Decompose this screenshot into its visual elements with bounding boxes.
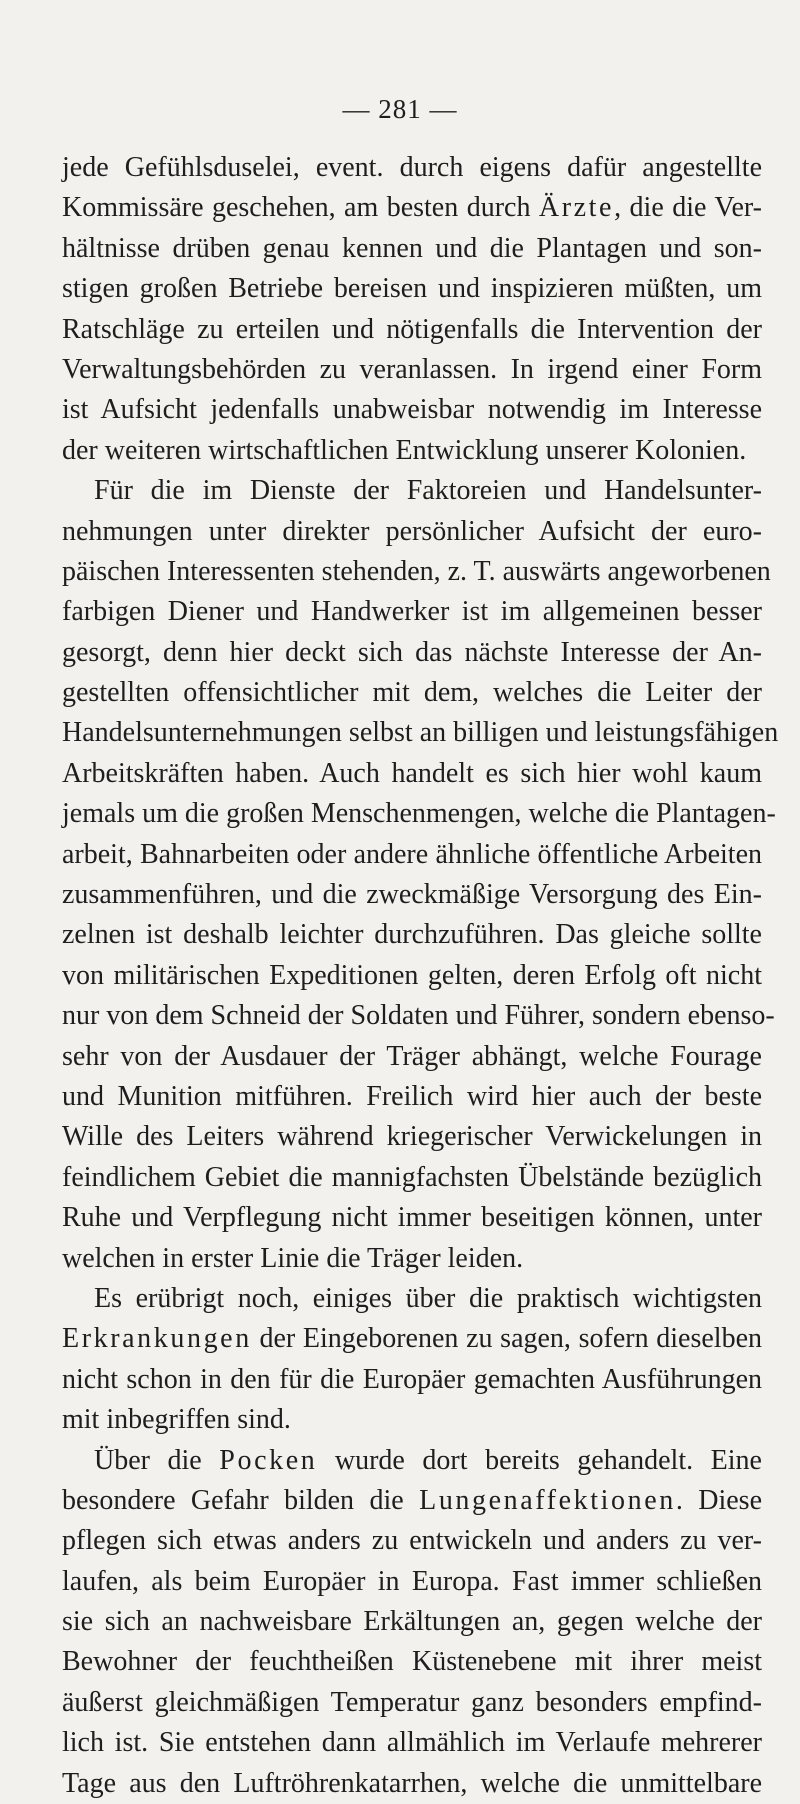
text-line: äußerst gleichmäßigen Temperatur ganz besonders empfind- — [62, 1686, 762, 1718]
text-line: gesorgt, denn hier deckt sich das nächste Interesse der An- — [62, 636, 762, 668]
text-line: lich ist. Sie entstehen dann allmählich im Verlaufe mehrerer — [62, 1727, 762, 1759]
page-number: — 281 — — [342, 94, 458, 124]
text-line: feindlichem Gebiet die mannigfachsten Übelstände bezüglich — [62, 1161, 762, 1193]
text-line: Es erübrigt noch, einiges über die praktisch wichtigsten — [94, 1282, 762, 1314]
text-line: Arbeitskräften haben. Auch handelt es sich hier wohl kaum — [62, 757, 762, 789]
text-line: laufen, als beim Europäer in Europa. Fast immer schließen — [62, 1565, 762, 1597]
text-line: sehr von der Ausdauer der Träger abhängt, welche Fourage — [62, 1040, 762, 1072]
text-line: zusammenführen, und die zweckmäßige Versorgung des Ein- — [62, 879, 762, 911]
text-line: Kommissäre geschehen, am besten durch Ärzte, die die Ver- — [62, 192, 762, 224]
text-line: Für die im Dienste der Faktoreien und Handelsunter- — [94, 475, 762, 507]
body-text — [62, 148, 779, 1804]
text-line: Verwaltungsbehörden zu veranlassen. In irgend einer Form — [62, 353, 762, 385]
text-line: nicht schon in den für die Europäer gemachten Ausführungen — [62, 1363, 762, 1395]
text-line: besondere Gefahr bilden die Lungenaffektionen. Diese — [62, 1484, 762, 1516]
text-line: mit inbegriffen sind. — [62, 1404, 291, 1436]
text-line: jede Gefühlsduselei, event. durch eigens dafür angestellte — [62, 152, 762, 183]
text-line: gestellten offensichtlicher mit dem, welches die Leiter der — [62, 677, 762, 709]
text-line: stigen großen Betriebe bereisen und inspizieren müßten, um — [62, 273, 762, 305]
text-line: pflegen sich etwas anders zu entwickeln und anders zu ver- — [62, 1525, 762, 1557]
text-line: nehmungen unter direkter persönlicher Aufsicht der euro- — [62, 515, 762, 547]
text-line: Über die Pocken wurde dort bereits gehandelt. Eine — [94, 1444, 762, 1476]
text-line: farbigen Diener und Handwerker ist im allgemeinen besser — [62, 596, 762, 628]
text-line: jemals um die großen Menschenmengen, welche die Plantagen- — [62, 798, 776, 830]
text-line: und Munition mitführen. Freilich wird hier auch der beste — [62, 1080, 762, 1112]
text-line: Ratschläge zu erteilen und nötigenfalls die Intervention der — [62, 313, 762, 345]
text-line: ist Aufsicht jedenfalls unabweisbar notwendig im Interesse — [62, 394, 762, 426]
text-line: Handelsunternehmungen selbst an billigen und leistungsfähigen — [62, 717, 779, 749]
text-line: welchen in erster Linie die Träger leiden. — [62, 1242, 524, 1274]
text-line: nur von dem Schneid der Soldaten und Führer, sondern ebenso- — [62, 1000, 775, 1032]
text-line: sie sich an nachweisbare Erkältungen an, gegen welche der — [62, 1606, 762, 1638]
text-line: Tage aus den Luftröhrenkatarrhen, welche die unmittelbare — [62, 1767, 762, 1799]
text-line: arbeit, Bahnarbeiten oder andere ähnliche öffentliche Arbeiten — [62, 838, 762, 870]
text-line: päischen Interessenten stehenden, z. T. auswärts angeworbenen — [62, 555, 771, 587]
text-line: der weiteren wirtschaftlichen Entwicklung unserer Kolonien. — [62, 434, 747, 466]
text-line: von militärischen Expeditionen gelten, deren Erfolg oft nicht — [62, 959, 762, 991]
text-line: Bewohner der feuchtheißen Küstenebene mit ihrer meist — [62, 1646, 762, 1678]
text-line: Erkrankungen der Eingeborenen zu sagen, sofern dieselben — [62, 1323, 762, 1355]
text-line: hältnisse drüben genau kennen und die Plantagen und son- — [62, 232, 762, 264]
text-line: zelnen ist deshalb leichter durchzuführen. Das gleiche sollte — [62, 919, 762, 951]
text-line: Ruhe und Verpflegung nicht immer beseitigen können, unter — [62, 1202, 762, 1234]
text-line: Wille des Leiters während kriegerischer Verwickelungen in — [62, 1121, 762, 1153]
